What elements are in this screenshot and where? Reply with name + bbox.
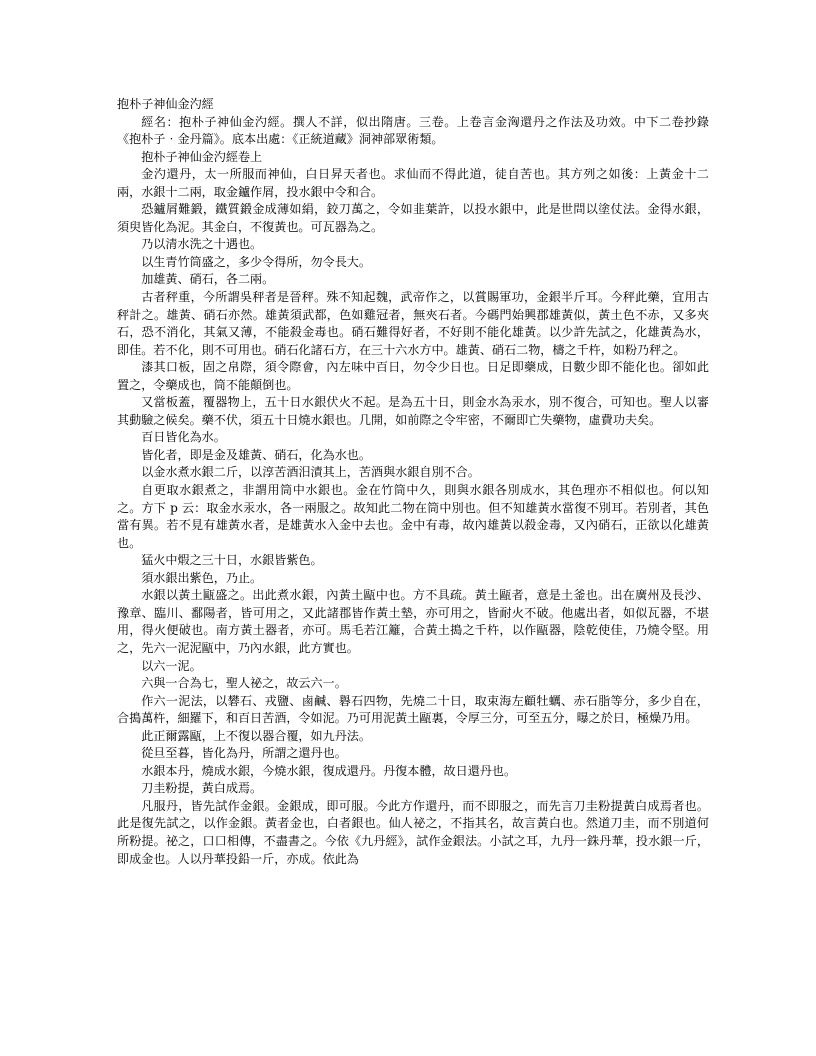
paragraph: 須水銀出紫色，乃止。 [141,570,263,585]
paragraph: 乃以清水洗之十遇也。 [141,237,263,252]
document-text-body [117,96,709,868]
document-title: 抱朴子神仙金汋經 [117,97,214,111]
paragraph: 漆其口板，固之帛際，須令際會，內左味中百日，勿令少日也。日足即藥成，日數少即不能化也。卻如此置之，令藥成也，筒不能顛倒也。 [117,360,709,392]
paragraph: 百日皆化為水。 [141,430,226,445]
paragraph: 凡服丹，皆先試作金銀。金銀成，即可服。今此方作還丹，而不即服之，而先言刀圭粉提黃白成焉者也。此是復先試之，以作金銀。黃者金也，白者銀也。仙人祕之，不指其名，故言黃白也。然道刀圭，而不別道何所粉提。祕之，口口相傳，不盡書之。今依《九丹經》，試作金銀法。小試之耳，九丹一銖丹華，投水銀一斤，即成金也。人以丹華投鉛一斤，亦成。依此為 [117,798,709,866]
paragraph: 從旦至暮，皆化為丹，所謂之還丹也。 [141,746,347,761]
paragraph: 古者秤重，今所謂吳秤者是晉秤。殊不知起魏，武帝作之，以賞賜軍功，金銀半斤耳。今秤此藥，宜用古秤計之。雄黃、硝石亦然。雄黃須武都，色如雞冠者，無夾石者。今碼門始興郡雄黃似，黃土色不赤，又多夾石，恐不消化，其氣又薄，不能殺金毒也。硝石難得好者，不好則不能化雄黃。以少許先試之，化雄黃為水，即佳。若不化，則不可用也。硝石化諸石方，在三十六水方中。雄黃、硝石二物，檮之千杵，如粉乃秤之。 [117,290,709,357]
paragraph: 水銀本丹，燒成水銀，今燒水銀，復成還丹。丹復本體，故日還丹也。 [141,763,517,778]
paragraph: 經名：抱朴子神仙金汋經。撰人不詳，似出隋唐。三卷。上卷言金洶還丹之作法及功效。中下二卷抄錄《抱朴子‧金丹篇》。底本出處：《正統道藏》洞神部眾術類。 [117,114,709,147]
paragraph: 水銀以黃土甌盛之。出此煮水銀，內黃土甌中也。方不具疏。黃土甌者，意是土釜也。出在廣州及長沙、豫章、臨川、鄱陽者，皆可用之，又此諸郡皆作黃土墊，亦可用之，皆耐火不破。他處出者，如似瓦器，不堪用，得火便破也。南方黃土器者，亦可。馬毛若江籬，合黃土搗之千杵，以作甌器，陰乾使佳，乃燒令堅。用之，先六一泥泥甌中，乃內水銀，此方實也。 [117,588,709,655]
paragraph: 此正爾露甌，上不復以器合覆，如九丹法。 [141,728,371,743]
paragraph: 又當板蓋，覆器物上，五十日水銀伏火不起。是為五十日，則金水為汞水，別不復合，可知也。聖人以審其動驗之候矣。藥不伏，須五十日燒水銀也。几開，如前際之令牢密，不爾即亡失藥物，虛費功夫矣。 [117,395,709,427]
paragraph: 恐鑪屑難鍛，鐵質鍛金成薄如絹，鉸刀萬之，令如韭葉許，以投水銀中，此是世問以塗仗法。金得水銀，須臾皆化為泥。其金白，不復黃也。可瓦器為之。 [117,202,709,234]
paragraph: 六與一合為七，聖人祕之，故云六一。 [141,676,347,691]
paragraph: 金汋還丹，太一所服而神仙，白日昇天者也。求仙而不得此道，徒自苦也。其方列之如後：上黃金十二兩，水銀十二兩，取金鑪作屑，投水銀中令和合。 [117,167,709,199]
volume-heading: 抱朴子神仙金汋經卷上 [141,149,263,164]
paragraph: 以生青竹筒盛之，多少令得所，勿令長大。 [141,254,371,269]
paragraph: 自更取水銀煮之，非謂用筒中水銀也。金在竹筒中久，則與水銀各別成水，其色理亦不相似也。何以知之。方下 p 云：取金水汞水，各一兩服之。故知此二物在筒中別也。但不知雄黃水當復不別耳。若別者，其色當有異。若不見有雄黃水者，是雄黃水入金中去也。金中有毒，故內雄黃以殺金毒，又內硝石，正欲以化雄黃也。 [117,483,709,550]
paragraph: 皆化者，即是金及雄黃、硝石，化為水也。 [141,447,371,462]
paragraph: 加雄黃、硝石，各二兩。 [141,272,275,287]
paragraph: 以金水煮水銀二斤，以淳苦酒汨漬其上，苦酒與水銀自別不合。 [141,465,480,480]
paragraph: 刀圭粉提，黃白成焉。 [141,781,263,796]
paragraph: 作六一泥法，以礬石、戎鹽、鹵鹹、礜石四物，先燒二十日，取束海左顧牡蠣、赤石脂等分，多少自在，合搗萬杵，細羅下，和百日苦酒，令如泥。乃可用泥黃土甌裏，令厚三分，可至五分，曝之於日，極燥乃用。 [117,693,709,726]
paragraph: 以六一泥。 [141,658,202,673]
paragraph: 猛火中煆之三十日，水銀皆紫色。 [141,553,323,568]
